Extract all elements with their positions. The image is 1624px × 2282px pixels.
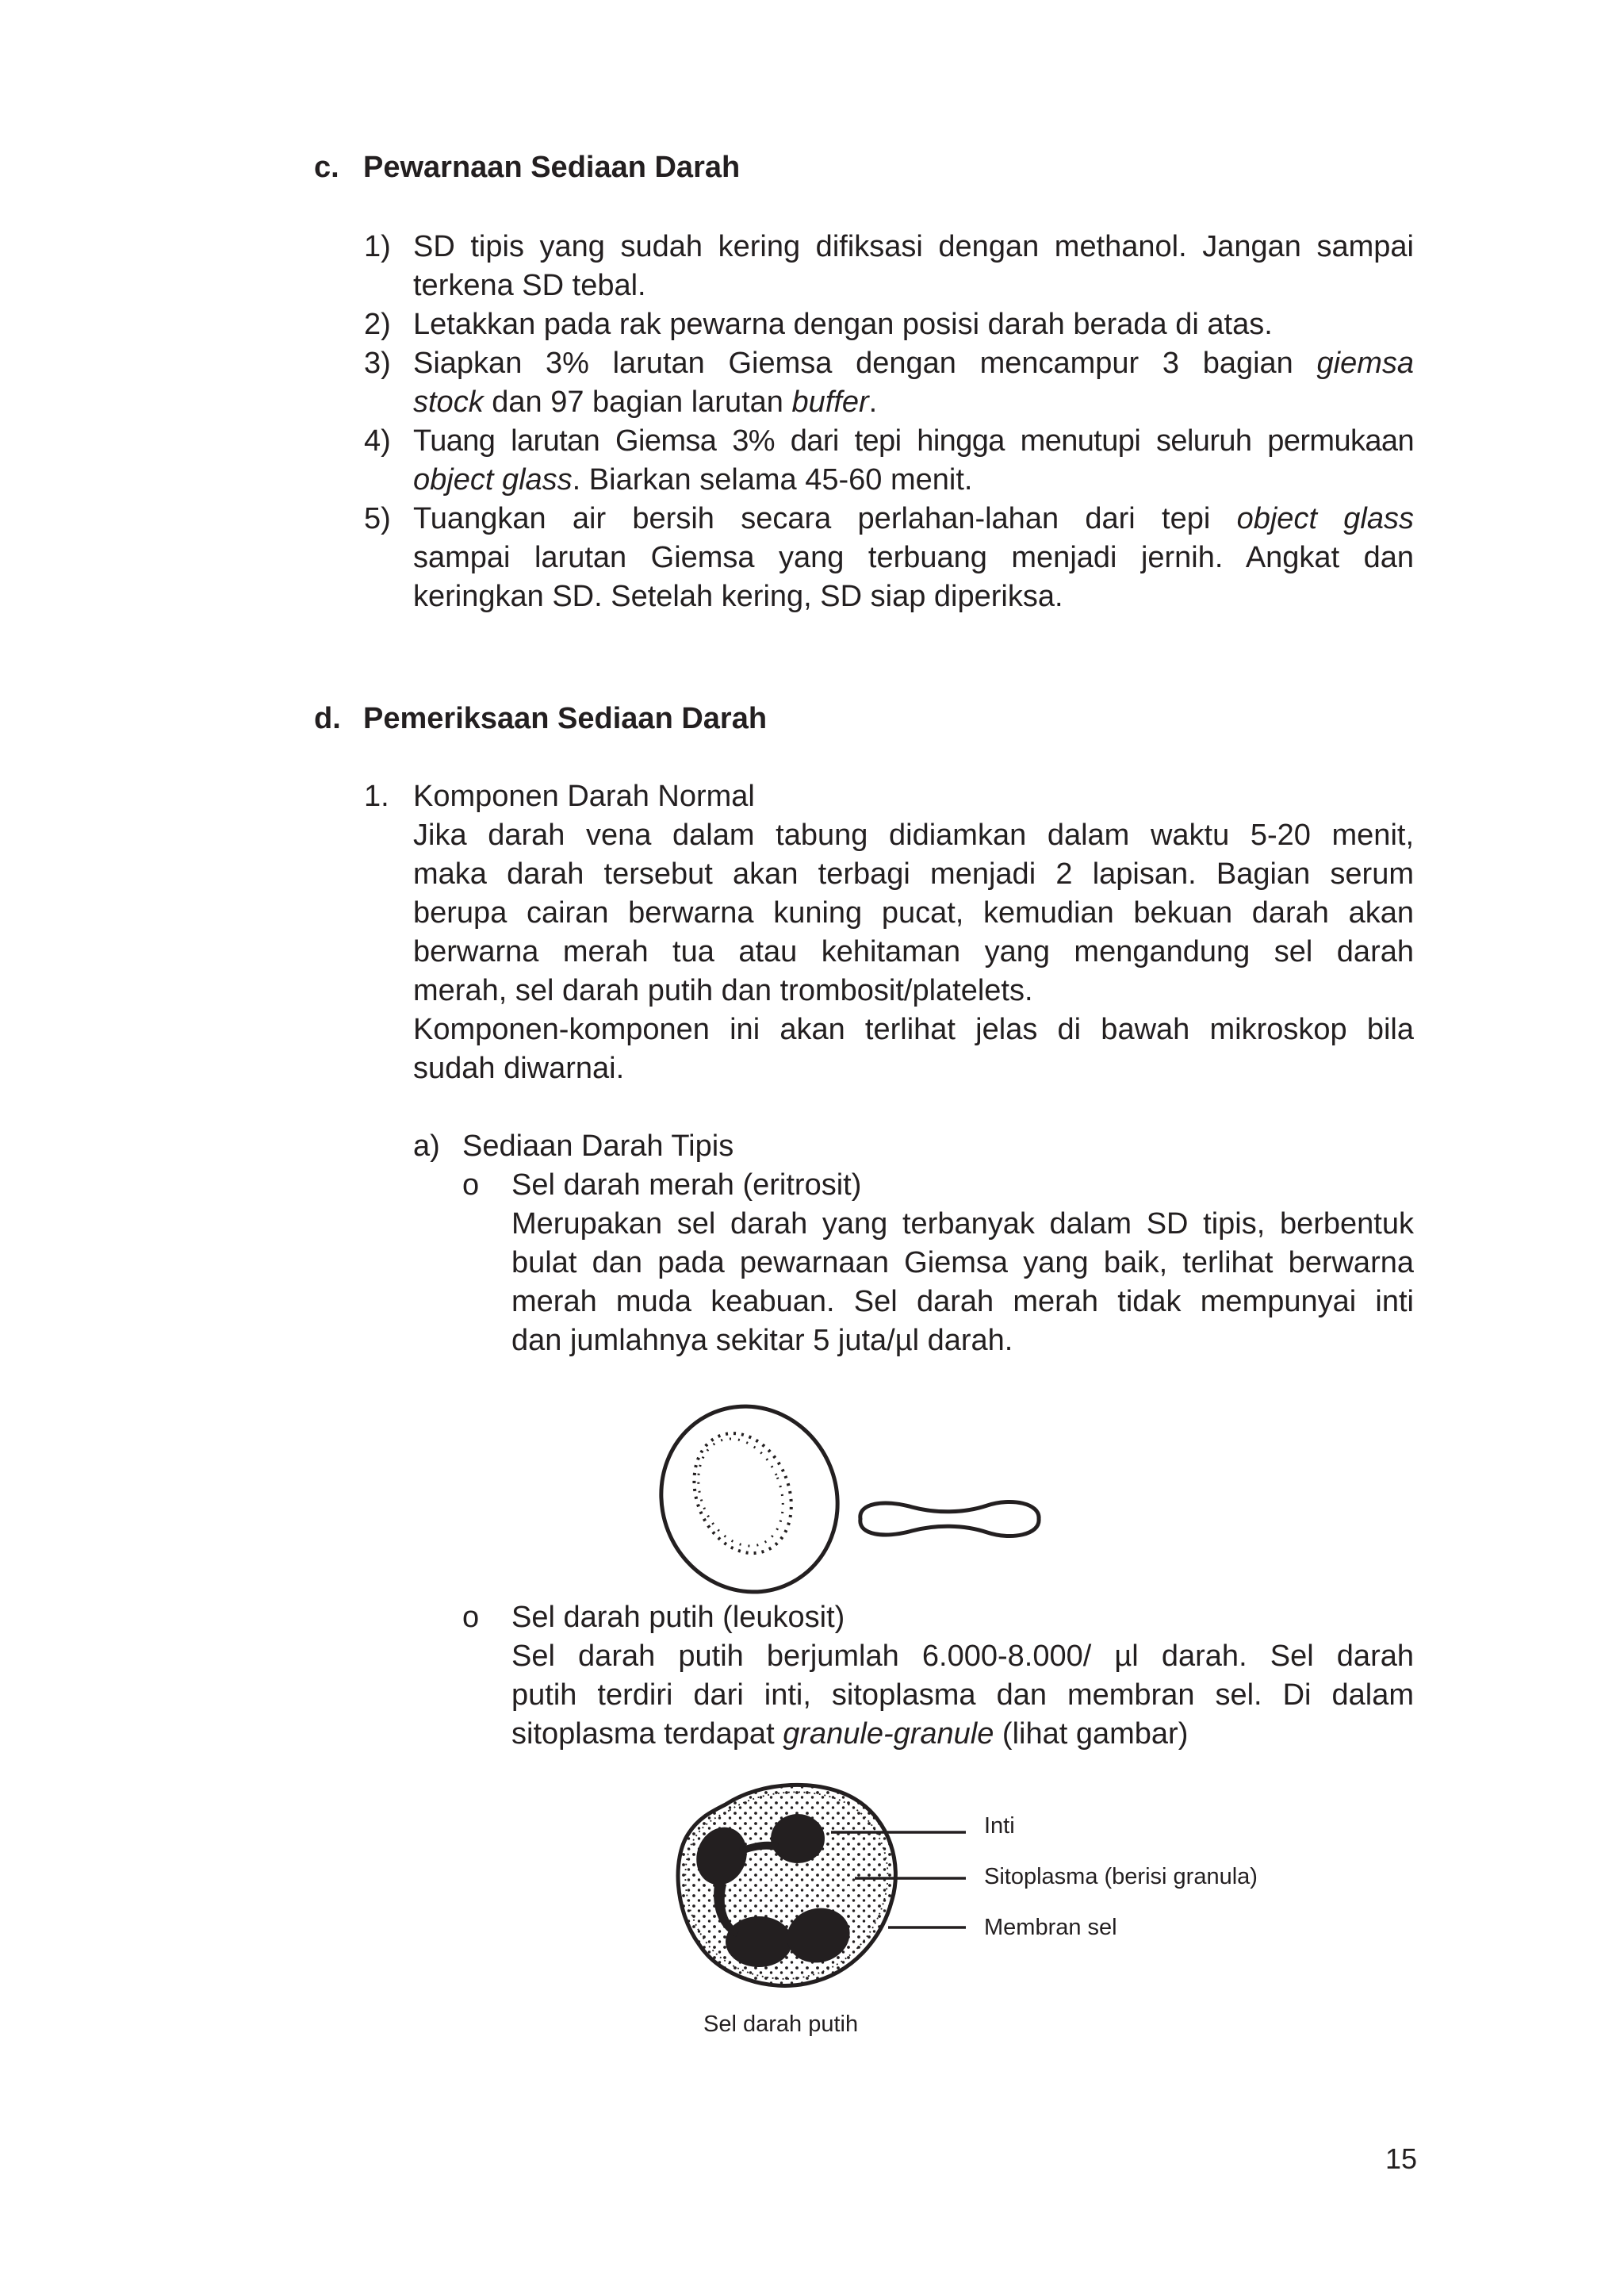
step-number: 5) bbox=[364, 502, 391, 535]
section-d-title: Pemeriksaan Sediaan Darah bbox=[363, 702, 768, 735]
bullet-title: Sel darah merah (eritrosit) bbox=[511, 1168, 862, 1202]
label-inti: Inti bbox=[984, 1813, 1015, 1839]
step-4-line: Tuang larutan Giemsa 3% dari tepi hingga menutupi seluruh permukaan bbox=[413, 424, 1414, 458]
item-number: 1. bbox=[364, 780, 389, 813]
step-number: 4) bbox=[364, 424, 391, 458]
section-d-letter: d. bbox=[314, 702, 341, 735]
step-2-line: Letakkan pada rak pewarna dengan posisi darah berada di atas. bbox=[413, 308, 1273, 341]
paragraph-line: sudah diwarnai. bbox=[413, 1052, 625, 1085]
step-number: 3) bbox=[364, 347, 391, 380]
label-sitoplasma: Sitoplasma (berisi granula) bbox=[984, 1864, 1258, 1889]
step-5-line: Tuangkan air bersih secara perlahan-lahan dari tepi object glass bbox=[413, 502, 1414, 535]
paragraph-line: Merupakan sel darah yang terbanyak dalam SD tipis, berbentuk bbox=[511, 1207, 1414, 1241]
step-5-line: sampai larutan Giemsa yang terbuang menjadi jernih. Angkat dan bbox=[413, 541, 1414, 574]
leukocyte-illustration bbox=[650, 1769, 983, 2007]
step-1-line: terkena SD tebal. bbox=[413, 269, 646, 302]
page-number: 15 bbox=[1385, 2142, 1418, 2175]
subitem-title: Sediaan Darah Tipis bbox=[462, 1129, 734, 1163]
step-3-line: stock dan 97 bagian larutan buffer. bbox=[413, 385, 878, 419]
paragraph-line: maka darah tersebut akan terbagi menjadi 2 lapisan. Bagian serum bbox=[413, 857, 1414, 891]
step-4-line: object glass. Biarkan selama 45-60 menit. bbox=[413, 463, 973, 497]
paragraph-line: sitoplasma terdapat granule-granule (lihat gambar) bbox=[511, 1717, 1189, 1751]
item-title: Komponen Darah Normal bbox=[413, 780, 755, 813]
step-5-line: keringkan SD. Setelah kering, SD siap diperiksa. bbox=[413, 580, 1063, 613]
paragraph-line: dan jumlahnya sekitar 5 juta/µl darah. bbox=[511, 1324, 1013, 1357]
subitem-letter: a) bbox=[413, 1129, 440, 1163]
paragraph-line: Jika darah vena dalam tabung didiamkan dalam waktu 5-20 menit, bbox=[413, 819, 1414, 852]
step-number: 1) bbox=[364, 230, 391, 263]
erythrocyte-illustration bbox=[650, 1388, 1063, 1594]
step-1-line: SD tipis yang sudah kering difiksasi dengan methanol. Jangan sampai bbox=[413, 230, 1414, 263]
bullet-marker: o bbox=[462, 1168, 480, 1202]
paragraph-line: merah muda keabuan. Sel darah merah tidak mempunyai inti bbox=[511, 1285, 1414, 1318]
label-membran-sel: Membran sel bbox=[984, 1915, 1117, 1940]
section-c-title: Pewarnaan Sediaan Darah bbox=[363, 151, 741, 184]
section-c-letter: c. bbox=[314, 151, 339, 184]
paragraph-line: merah, sel darah putih dan trombosit/platelets. bbox=[413, 974, 1033, 1007]
paragraph-line: Komponen-komponen ini akan terlihat jelas di bawah mikroskop bila bbox=[413, 1013, 1414, 1046]
step-3-line: Siapkan 3% larutan Giemsa dengan mencampur 3 bagian giemsa bbox=[413, 347, 1414, 380]
step-number: 2) bbox=[364, 308, 391, 341]
paragraph-line: berwarna merah tua atau kehitaman yang mengandung sel darah bbox=[413, 935, 1414, 968]
paragraph-line: putih terdiri dari inti, sitoplasma dan membran sel. Di dalam bbox=[511, 1678, 1414, 1712]
figure-caption: Sel darah putih bbox=[703, 2012, 859, 2037]
paragraph-line: berupa cairan berwarna kuning pucat, kemudian bekuan darah akan bbox=[413, 896, 1414, 930]
bullet-title: Sel darah putih (leukosit) bbox=[511, 1601, 845, 1634]
paragraph-line: bulat dan pada pewarnaan Giemsa yang baik, terlihat berwarna bbox=[511, 1246, 1414, 1279]
paragraph-line: Sel darah putih berjumlah 6.000-8.000/ µl darah. Sel darah bbox=[511, 1640, 1414, 1673]
bullet-marker: o bbox=[462, 1601, 480, 1634]
